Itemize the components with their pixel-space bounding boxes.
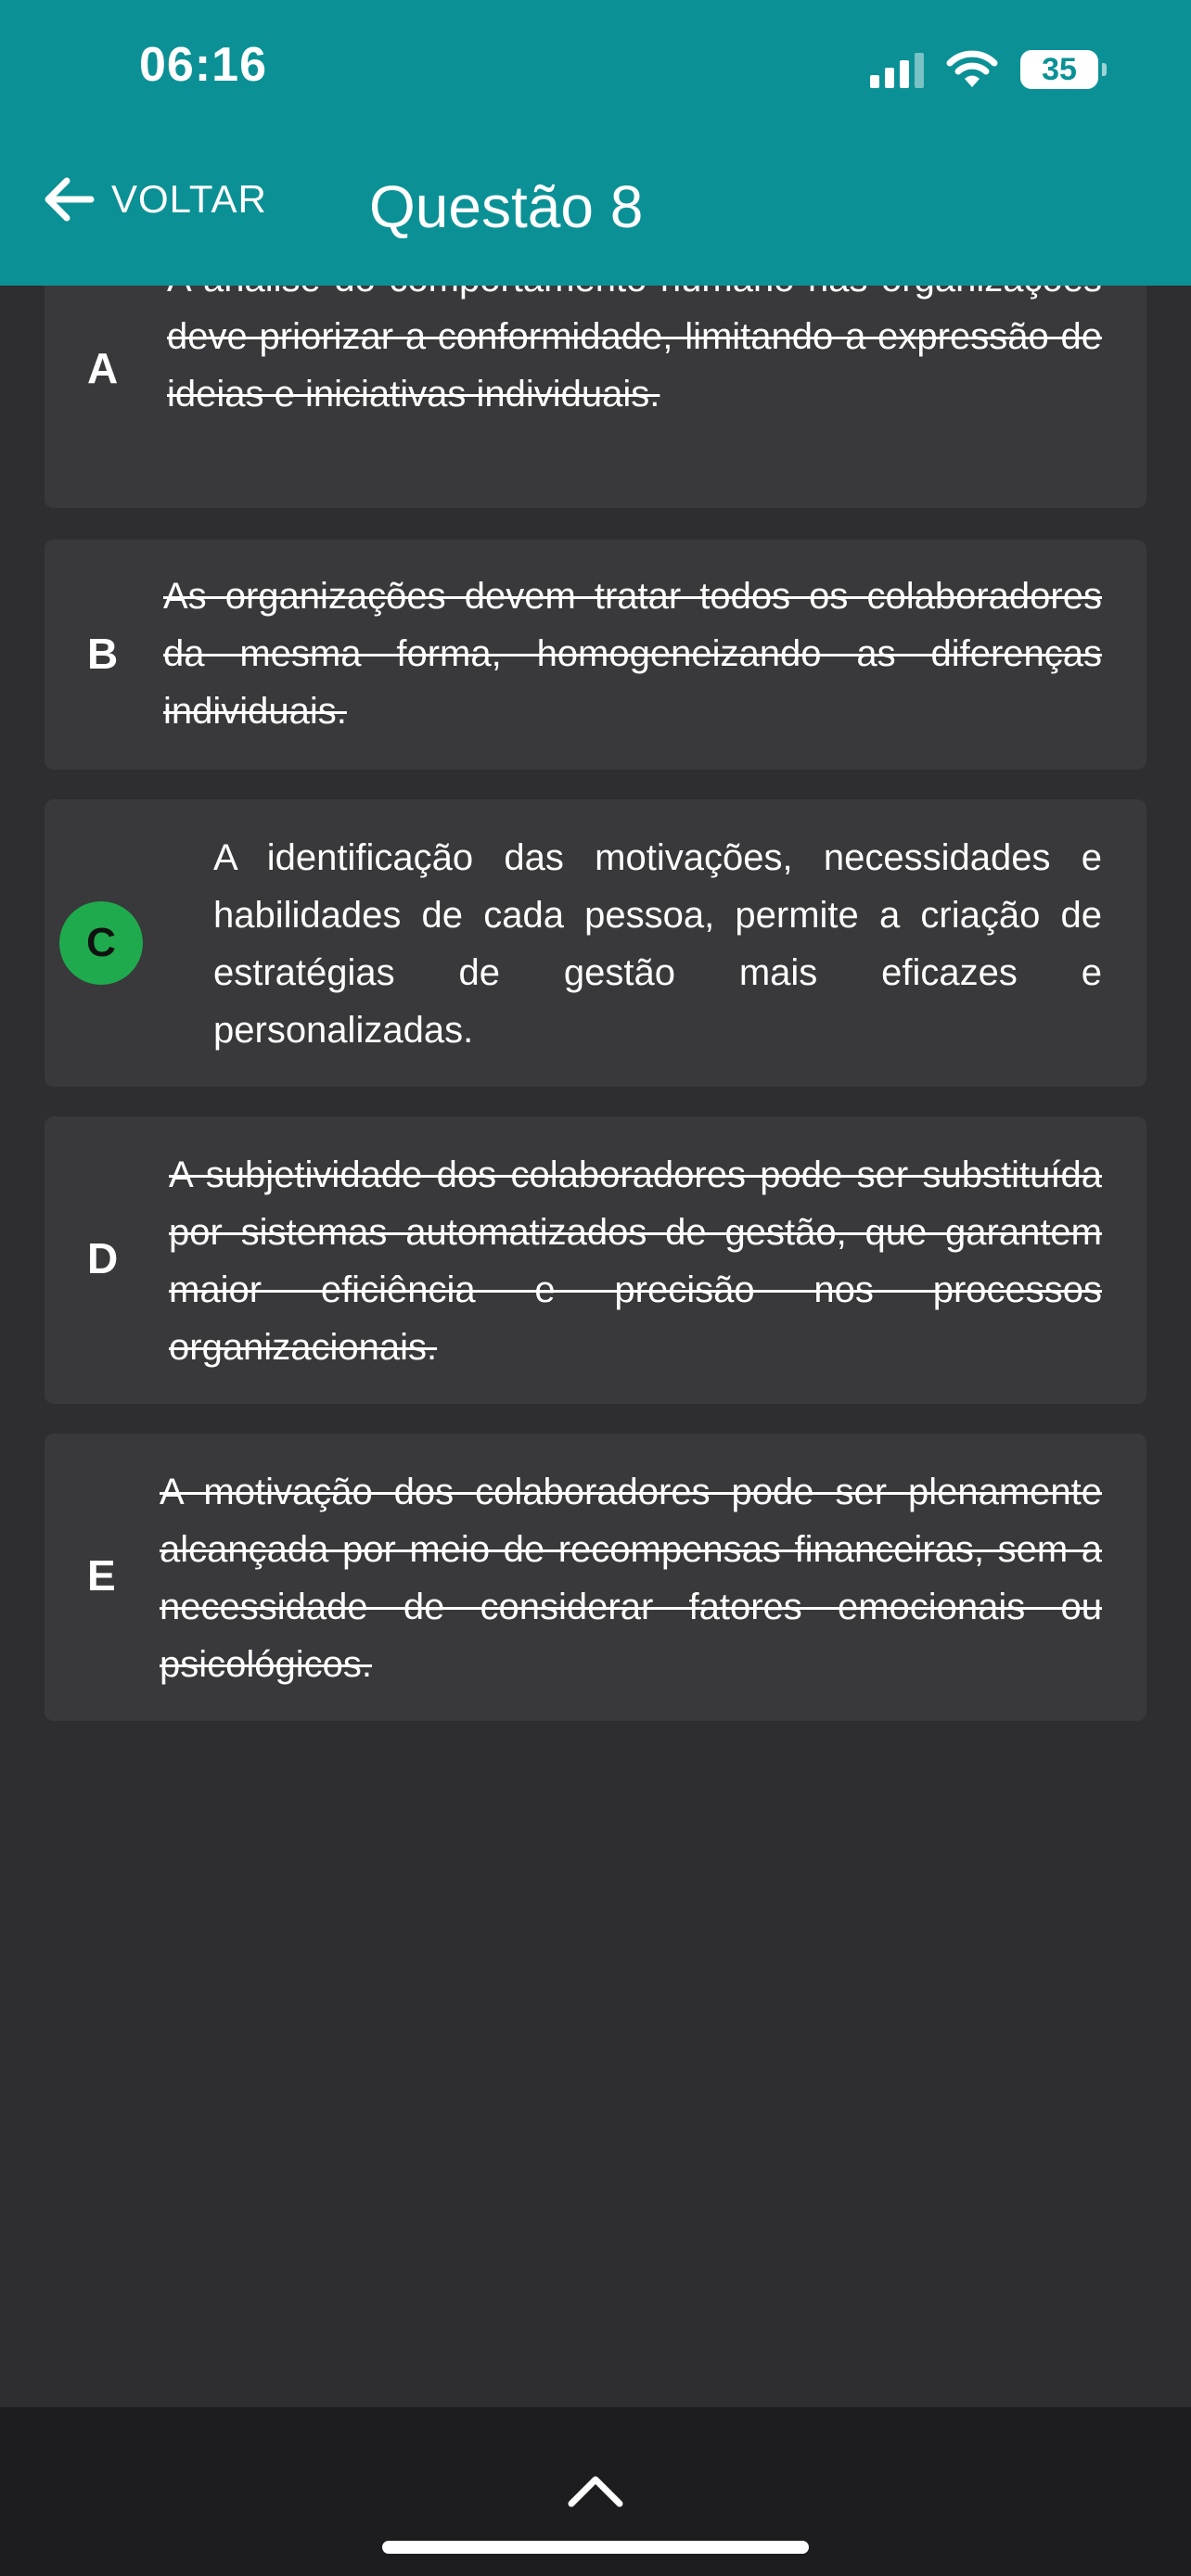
- option-text: As organizações devem tratar todos os colaboradores da mesma forma, homogeneizando as diferenças individuais.: [163, 576, 1102, 732]
- option-letter: D: [87, 1234, 119, 1282]
- option-text: deve priorizar a conformidade, limitando a expressão de ideias e iniciativas individuais.: [167, 316, 1102, 414]
- option-a[interactable]: [45, 250, 1146, 508]
- bottom-bar: [0, 2407, 1191, 2576]
- home-indicator[interactable]: [382, 2541, 809, 2554]
- wifi-icon: [946, 50, 998, 89]
- status-icons: [870, 46, 1098, 93]
- option-letter: B: [87, 630, 119, 678]
- option-d[interactable]: [45, 1116, 1146, 1404]
- back-button[interactable]: [41, 176, 267, 223]
- expand-button[interactable]: [558, 2465, 633, 2517]
- option-letter: E: [87, 1551, 116, 1600]
- option-c[interactable]: [45, 799, 1146, 1087]
- option-b[interactable]: [45, 540, 1146, 770]
- correct-answer-badge: C: [59, 901, 143, 985]
- option-e[interactable]: [45, 1434, 1146, 1721]
- option-text: A identificação das motivações, necessidades e habilidades de cada pessoa, permite a criação de estratégias de gestão mais eficazes e personalizadas.: [213, 837, 1102, 1051]
- option-letter: A: [87, 344, 119, 392]
- status-time: 06:16: [139, 38, 267, 92]
- page-title: Questão 8: [369, 173, 644, 240]
- option-text: A subjetividade dos colaboradores pode ser substituída por sistemas automatizados de gestão, que garantem maior eficiência e precisão nos processos organizacionais.: [169, 1154, 1102, 1368]
- app-header: [0, 0, 1191, 286]
- option-text: A motivação dos colaboradores pode ser plenamente alcançada por meio de recompensas financeiras, sem a necessidade de considerar fatores emocionais ou psicológicos.: [160, 1472, 1102, 1685]
- signal-icon: [870, 51, 924, 88]
- back-label: VOLTAR: [111, 177, 267, 221]
- battery-icon: 35: [1020, 50, 1098, 89]
- chevron-up-icon: [566, 2472, 625, 2509]
- arrow-left-icon: [41, 176, 95, 223]
